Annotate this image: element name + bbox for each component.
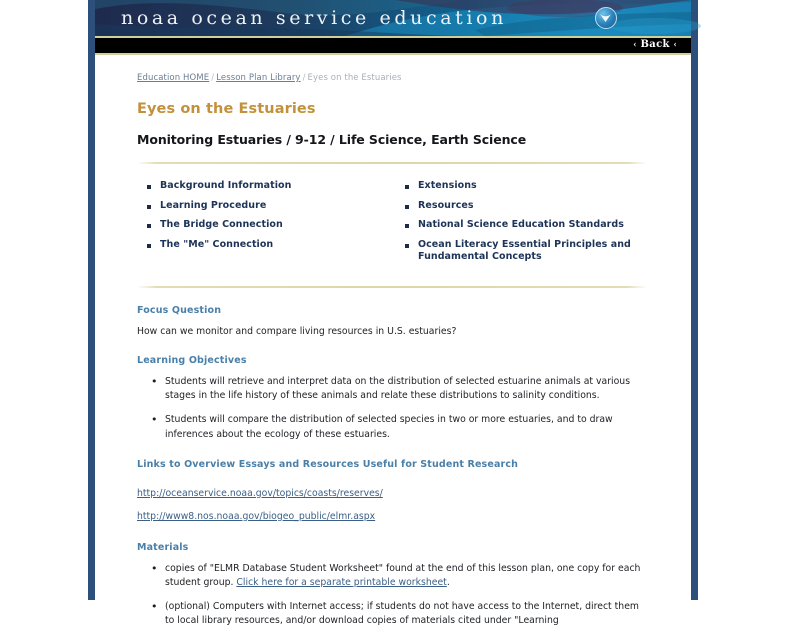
chevron-left-icon-2: ‹ xyxy=(673,39,677,49)
nav-link-label[interactable]: The "Me" Connection xyxy=(160,238,274,250)
square-bullet-icon xyxy=(147,185,151,189)
section-heading-links-overview: Links to Overview Essays and Resources Useful for Student Research xyxy=(137,458,519,470)
nav-link-bridge-connection[interactable] xyxy=(137,219,389,232)
section-heading-materials: Materials xyxy=(137,542,189,553)
learning-objectives-list xyxy=(137,375,647,442)
square-bullet-icon xyxy=(147,224,151,228)
divider-rule-top xyxy=(137,162,647,164)
lesson-nav-links xyxy=(137,180,647,271)
page-title: Eyes on the Estuaries xyxy=(137,101,316,117)
back-button-label: Back xyxy=(640,39,670,50)
main-content xyxy=(95,73,691,629)
back-bar xyxy=(95,38,691,53)
page-frame xyxy=(88,0,698,627)
nav-link-background-information[interactable] xyxy=(137,180,389,193)
banner-title: noaa ocean service education xyxy=(121,7,507,29)
square-bullet-icon xyxy=(147,205,151,209)
lesson-nav-left-column xyxy=(137,180,389,271)
square-bullet-icon xyxy=(405,185,409,189)
materials-item1-text-after: . xyxy=(446,577,450,589)
list-item xyxy=(163,562,647,590)
list-item: • Students will compare the distribution of selected species in two or more estuaries, and to draw inferences about the ecology of these estuaries. xyxy=(163,413,647,441)
list-item: • (optional) Computers with Internet access; if students do not have access to the Internet, direct them to local library resources, and/or download copies of materials cited under "Learning xyxy=(163,600,647,628)
nav-link-learning-procedure[interactable] xyxy=(137,200,389,213)
chevron-left-icon: ‹ xyxy=(633,39,637,49)
section-heading-focus-question: Focus Question xyxy=(137,304,222,316)
nav-link-label[interactable]: Extensions xyxy=(418,180,477,191)
square-bullet-icon xyxy=(405,205,409,209)
breadcrumb-item-education-home[interactable]: Education HOME xyxy=(137,73,210,83)
nav-link-label[interactable]: Background Information xyxy=(160,180,292,191)
nav-link-ocean-literacy-principles[interactable] xyxy=(395,239,647,264)
breadcrumb-separator-2: / xyxy=(302,73,306,83)
nav-link-national-science-education-standards[interactable] xyxy=(395,219,647,232)
square-bullet-icon xyxy=(147,244,151,248)
nav-link-label[interactable]: Ocean Literacy Essential Principles and Fundamental Concepts xyxy=(418,238,631,263)
noaa-seal-icon xyxy=(595,7,617,29)
back-button[interactable] xyxy=(633,39,677,50)
page-subtitle: Monitoring Estuaries / 9-12 / Life Science, Earth Science xyxy=(137,132,527,147)
overview-link-elmr[interactable]: http://www8.nos.noaa.gov/biogeo_public/elmr.aspx xyxy=(137,510,376,522)
nav-link-label[interactable]: National Science Education Standards xyxy=(418,219,624,231)
site-banner xyxy=(95,0,691,36)
breadcrumb-separator-1: / xyxy=(211,73,215,83)
nav-link-extensions[interactable] xyxy=(395,180,647,193)
focus-question-text: How can we monitor and compare living resources in U.S. estuaries? xyxy=(137,325,457,337)
breadcrumb-item-current: Eyes on the Estuaries xyxy=(307,73,402,83)
nav-link-resources[interactable] xyxy=(395,200,647,213)
square-bullet-icon xyxy=(405,224,409,228)
nav-link-label[interactable]: Learning Procedure xyxy=(160,199,267,211)
backbar-gold-rule xyxy=(95,53,691,55)
list-item: • Students will retrieve and interpret data on the distribution of selected estuarine animals at various stages in the life history of these animals and relate these distributions to salinity conditions. xyxy=(163,375,647,403)
materials-list xyxy=(137,562,647,629)
overview-links-block xyxy=(137,479,647,525)
nav-link-label[interactable]: The Bridge Connection xyxy=(160,219,283,231)
divider-rule-bottom xyxy=(137,286,647,288)
lesson-nav-right-column xyxy=(389,180,647,271)
materials-item1-text-before: copies of "ELMR Database Student Worksheet" found at the end of this lesson plan, one copy for each student group. xyxy=(165,563,641,589)
overview-link-reserves[interactable]: http://oceanservice.noaa.gov/topics/coasts/reserves/ xyxy=(137,487,383,499)
nav-link-me-connection[interactable] xyxy=(137,239,389,252)
breadcrumb xyxy=(137,73,647,83)
printable-worksheet-link[interactable]: Click here for a separate printable worksheet xyxy=(236,577,447,589)
section-heading-learning-objectives: Learning Objectives xyxy=(137,355,247,367)
nav-link-label[interactable]: Resources xyxy=(418,199,474,211)
square-bullet-icon xyxy=(405,244,409,248)
breadcrumb-item-lesson-plan-library[interactable]: Lesson Plan Library xyxy=(216,73,301,83)
frame-inner xyxy=(95,0,691,627)
